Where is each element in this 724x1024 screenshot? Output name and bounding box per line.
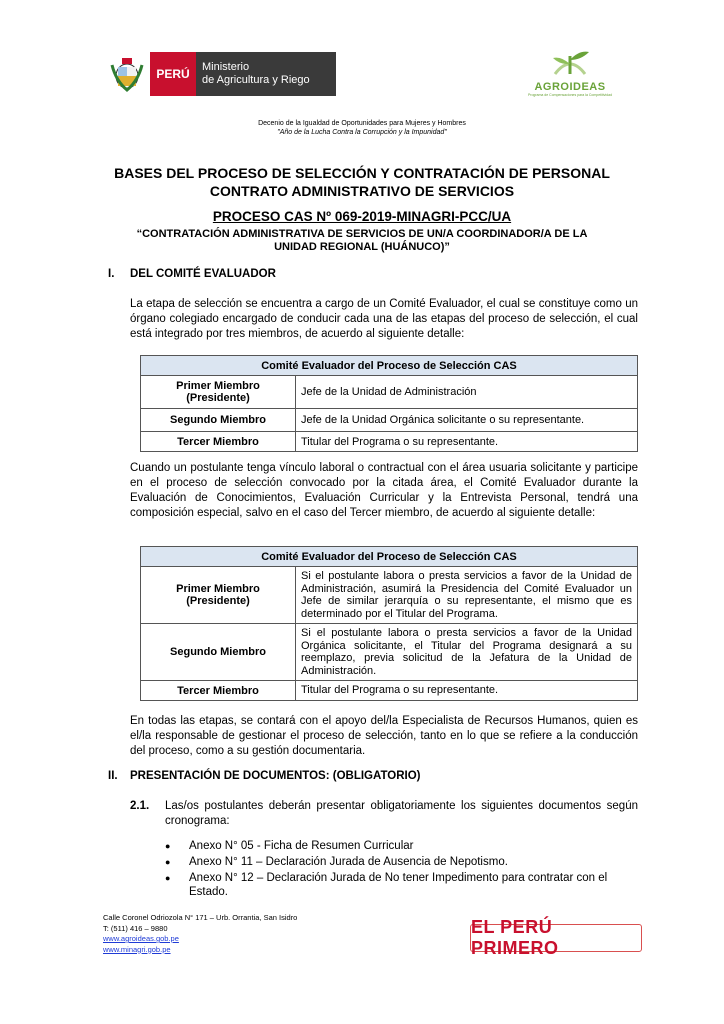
document-title — [0, 164, 724, 200]
member-description: Titular del Programa o su representante. — [296, 432, 638, 452]
member-label: Tercer Miembro — [141, 432, 296, 452]
section-title: PRESENTACIÓN DE DOCUMENTOS: (OBLIGATORIO) — [130, 770, 421, 782]
footer-contact — [103, 913, 297, 955]
agroideas-tagline: Programa de Compensaciones para la Competitividad — [527, 93, 613, 97]
subtitle-line2: UNIDAD REGIONAL (HUÁNUCO)” — [274, 241, 450, 253]
table-row — [141, 624, 638, 681]
list-item-text: Anexo N° 12 – Declaración Jurada de No tener Impedimento para contratar con el Estado. — [189, 872, 608, 898]
table-row — [141, 432, 638, 452]
comite-special-table — [140, 546, 638, 701]
list-item-text: Anexo N° 11 – Declaración Jurada de Ausencia de Nepotismo. — [189, 856, 508, 868]
minagri-logo — [108, 52, 336, 96]
agroideas-link[interactable]: www.agroideas.gob.pe — [103, 934, 179, 943]
item-text: Las/os postulantes deberán presentar obligatoriamente los siguientes documentos según cronograma: — [165, 800, 638, 827]
section-heading — [108, 770, 608, 782]
table-row — [141, 409, 638, 432]
proceso-subtitle — [0, 228, 724, 254]
document-list — [165, 839, 640, 899]
proceso-number: PROCESO CAS Nº 069-2019-MINAGRI-PCC/UA — [212, 209, 512, 224]
peru-coat-of-arms-icon — [108, 55, 146, 93]
subtitle-line1: “CONTRATACIÓN ADMINISTRATIVA DE SERVICIOS DE UN/A COORDINADOR/A DE LA — [136, 228, 588, 240]
table-header: Comité Evaluador del Proceso de Selección CAS — [141, 356, 638, 376]
list-item — [165, 839, 640, 853]
item-number: 2.1. — [130, 800, 150, 812]
agroideas-plant-icon — [535, 48, 605, 76]
member-label: Primer Miembro (Presidente) — [141, 376, 296, 409]
member-label: Primer Miembro (Presidente) — [141, 567, 296, 624]
bullet-icon: ● — [165, 873, 171, 883]
section-heading — [108, 268, 508, 280]
minagri-link[interactable]: www.minagri.gob.pe — [103, 944, 171, 954]
ministerio-line2: de Agricultura y Riego — [202, 74, 310, 86]
list-item — [165, 855, 640, 869]
title-line1: BASES DEL PROCESO DE SELECCIÓN Y CONTRATACIÓN DE PERSONAL — [114, 165, 610, 181]
comite-table — [140, 355, 638, 452]
member-description: Titular del Programa o su representante. — [296, 681, 638, 701]
member-label: Segundo Miembro — [141, 624, 296, 681]
numbered-item — [130, 799, 638, 829]
table-row — [141, 567, 638, 624]
table-row — [141, 681, 638, 701]
decenio-text — [0, 119, 724, 137]
member-description: Jefe de la Unidad de Administración — [296, 376, 638, 409]
el-peru-primero-logo: EL PERÚ PRIMERO — [470, 924, 642, 952]
member-description: Si el postulante labora o presta servicios a favor de la Unidad Orgánica solicitante, el Titular del Programa designará a su reemplazo, previa solicitud de la Jefatura de la Unidad de Administración. — [296, 624, 638, 681]
member-description: Jefe de la Unidad Orgánica solicitante o su representante. — [296, 409, 638, 432]
table-header: Comité Evaluador del Proceso de Selección CAS — [141, 547, 638, 567]
paragraph: Cuando un postulante tenga vínculo laboral o contractual con el área usuaria solicitante y participe en el proceso de selección convocado por la citada área, el Comité Evaluador durante la Evaluación de Conocimientos, Evaluación Curricular y la Entrevista Personal, tendrá una composición especial, salvo en el caso del Tercer miembro, de acuerdo al siguiente detalle: — [130, 462, 638, 519]
title-line2: CONTRATO ADMINISTRATIVO DE SERVICIOS — [209, 183, 515, 199]
section-title: DEL COMITÉ EVALUADOR — [130, 268, 276, 280]
decenio-line2: "Año de la Lucha Contra la Corrupción y la Impunidad" — [277, 129, 447, 136]
agroideas-logo — [520, 48, 620, 97]
section-number: II. — [108, 770, 118, 782]
decenio-line1: Decenio de la Igualdad de Oportunidades para Mujeres y Hombres — [258, 120, 466, 127]
member-description: Si el postulante labora o presta servicios a favor de la Unidad de Administración, asumirá la Presidencia del Comité Evaluador un Jefe de similar jerarquía o su representante, el mismo que es determinado por el Titular del Programa. — [296, 567, 638, 624]
bullet-icon: ● — [165, 857, 171, 867]
list-item — [165, 871, 640, 899]
table-row — [141, 376, 638, 409]
footer-phone: T: (511) 416 – 9880 — [103, 923, 168, 933]
member-label: Segundo Miembro — [141, 409, 296, 432]
paragraph: La etapa de selección se encuentra a cargo de un Comité Evaluador, el cual se constituye como un órgano colegiado encargado de conducir cada una de las etapas del proceso de selección, el cual está integrado por tres miembros, de acuerdo al siguiente detalle: — [130, 298, 638, 340]
footer-address: Calle Coronel Odriozola N° 171 – Urb. Orrantia, San Isidro — [103, 913, 298, 922]
list-item-text: Anexo N° 05 - Ficha de Resumen Curricular — [189, 840, 414, 852]
section-number: I. — [108, 268, 115, 280]
bullet-icon: ● — [165, 841, 171, 851]
member-label: Tercer Miembro — [141, 681, 296, 701]
peru-label: PERÚ — [150, 52, 196, 96]
ministerio-line1: Ministerio — [202, 61, 250, 73]
paragraph: En todas las etapas, se contará con el apoyo del/la Especialista de Recursos Humanos, quien es el/la responsable de gestionar el proceso de selección, tanto en lo que se refiere a la conducción del proceso, como a su gestión documentaria. — [130, 715, 638, 757]
ministerio-label — [196, 52, 336, 96]
agroideas-name: AGROIDEAS — [534, 81, 606, 93]
